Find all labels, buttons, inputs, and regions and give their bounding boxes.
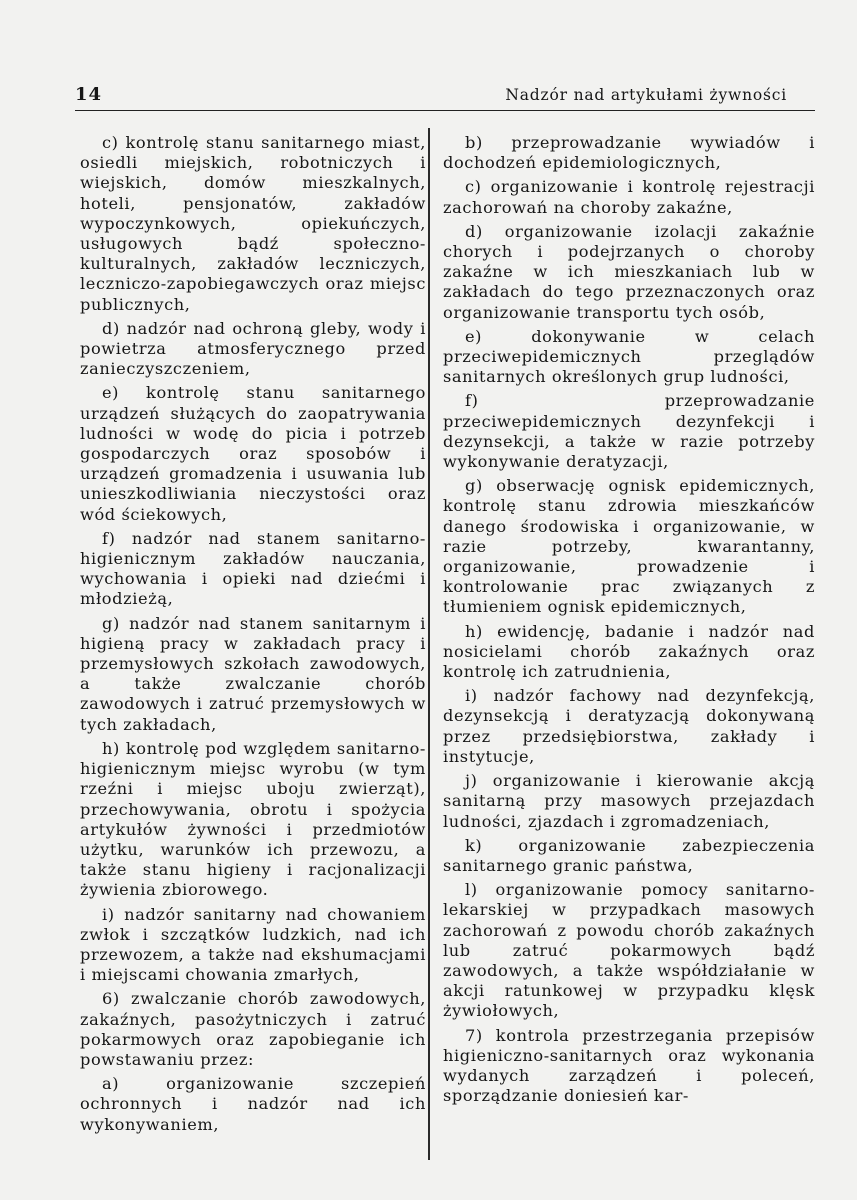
running-title: Nadzór nad artykułami żywności bbox=[505, 86, 787, 104]
paragraph-6b: b) przeprowadzanie wywiadów i dochodzeń epidemiologicznych, bbox=[443, 133, 815, 173]
paragraph-g: g) nadzór nad stanem sanitarnym i higieną pracy w zakładach pracy i przemysłowych szkołach zawodowych, a także zwalczanie chorób zawodowych i zatruć przemysłowych w tych zakładach, bbox=[80, 613, 426, 734]
paragraph-6i: i) nadzór fachowy nad dezynfekcją, dezynsekcją i deratyzacją dokonywaną przez przedsiębiorstwa, zakłady i instytucje, bbox=[443, 686, 815, 766]
paragraph-h: h) kontrolę pod względem sanitarno-higienicznym miejsc wyrobu (w tym rzeźni i miejsc uboju zwierząt), przechowywania, obrotu i spożycia artykułów żywności i przedmiotów użytku, warunków ich przewozu, a także stanu higieny i racjonalizacji żywienia zbiorowego. bbox=[80, 738, 426, 900]
paragraph-f: f) nadzór nad stanem sanitarno-higienicznym zakładów nauczania, wychowania i opieki nad dziećmi i młodzieżą, bbox=[80, 528, 426, 609]
column-divider bbox=[428, 128, 430, 1160]
paragraph-6e: e) dokonywanie w celach przeciwepidemicznych przeglądów sanitarnych określonych grup ludności, bbox=[443, 326, 815, 387]
right-column bbox=[443, 133, 815, 1110]
paragraph-6a: a) organizowanie szczepień ochronnych i nadzór nad ich wykonywaniem, bbox=[80, 1074, 426, 1134]
paragraph-6g: g) obserwację ognisk epidemicznych, kontrolę stanu zdrowia mieszkańców danego środowiska i organizowanie, w razie potrzeby, kwarantanny, organizowanie, prowadzenie i kontrolowanie prac związanych z tłumieniem ognisk epidemicznych, bbox=[443, 476, 815, 617]
paragraph-6h: h) ewidencję, badanie i nadzór nad nosicielami chorób zakaźnych oraz kontrolę ich zatrudnienia, bbox=[443, 621, 815, 682]
paragraph-6f: f) przeprowadzanie przeciwepidemicznych dezynfekcji i dezynsekcji, a także w razie potrzeby wykonywanie deratyzacji, bbox=[443, 391, 815, 472]
paragraph-6c: c) organizowanie i kontrolę rejestracji zachorowań na choroby zakaźne, bbox=[443, 177, 815, 217]
page-header bbox=[75, 84, 815, 111]
paragraph-6k: k) organizowanie zabezpieczenia sanitarnego granic państwa, bbox=[443, 835, 815, 875]
paragraph-e: e) kontrolę stanu sanitarnego urządzeń służących do zaopatrywania ludności w wodę do picia i potrzeb gospodarczych oraz sposobów i urządzeń gromadzenia i usuwania lub unieszkodliwiania nieczystości oraz wód ściekowych, bbox=[80, 383, 426, 524]
paragraph-c: c) kontrolę stanu sanitarnego miast, osiedli miejskich, robotniczych i wiejskich, domów mieszkalnych, hoteli, pensjonatów, zakładów wypoczynkowych, opiekuńczych, usługowych bądź społeczno-kulturalnych, zakładów leczniczych, leczniczo-zapobiegawczych oraz miejsc publicznych, bbox=[80, 133, 426, 314]
paragraph-6j: j) organizowanie i kierowanie akcją sanitarną przy masowych przejazdach ludności, zjazdach i zgromadzeniach, bbox=[443, 771, 815, 831]
page-number: 14 bbox=[75, 84, 103, 105]
left-column bbox=[80, 133, 426, 1139]
paragraph-6: 6) zwalczanie chorób zawodowych, zakaźnych, pasożytniczych i zatruć pokarmowych oraz zapobieganie ich powstawaniu przez: bbox=[80, 989, 426, 1069]
paragraph-i: i) nadzór sanitarny nad chowaniem zwłok i szczątków ludzkich, nad ich przewozem, a także nad ekshumacjami i miejscami chowania zmarłych, bbox=[80, 904, 426, 985]
paragraph-6l: l) organizowanie pomocy sanitarno-lekarskiej w przypadkach masowych zachorowań z powodu chorób zakaźnych lub zatruć pokarmowych bądź zawodowych, a także współdziałanie w akcji ratunkowej w przypadku klęsk żywiołowych, bbox=[443, 880, 815, 1021]
paragraph-7: 7) kontrola przestrzegania przepisów higieniczno-sanitarnych oraz wykonania wydanych zarządzeń i poleceń, sporządzanie doniesień kar- bbox=[443, 1025, 815, 1106]
paragraph-6d: d) organizowanie izolacji zakaźnie chorych i podejrzanych o choroby zakaźne w ich mieszkaniach lub w zakładach do tego przeznaczonych oraz organizowanie transportu tych osób, bbox=[443, 221, 815, 322]
paragraph-d: d) nadzór nad ochroną gleby, wody i powietrza atmosferycznego przed zanieczyszczeniem, bbox=[80, 318, 426, 379]
